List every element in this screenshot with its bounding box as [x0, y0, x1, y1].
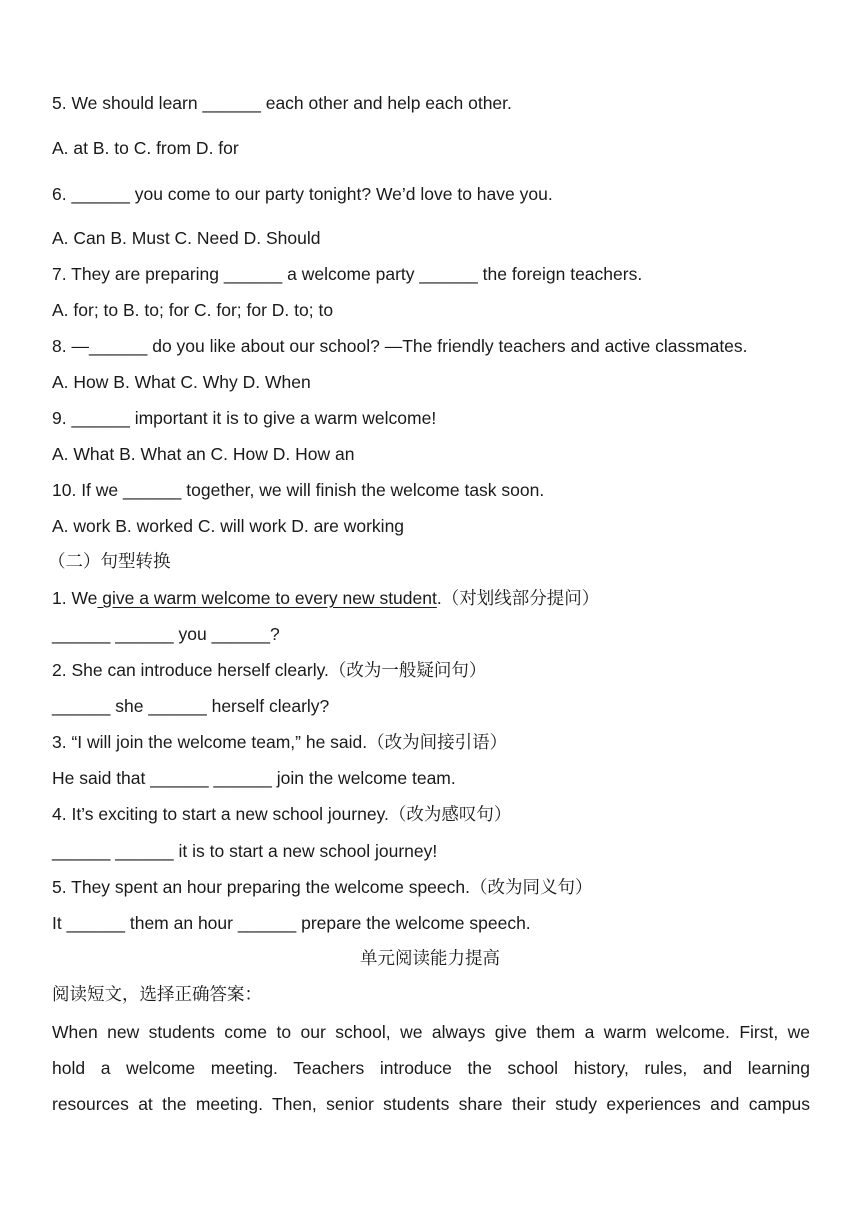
reading-passage [52, 1014, 810, 1122]
options-10: A. work B. worked C. will work D. are working [52, 516, 405, 536]
q1-underlined-part: give a warm welcome to every new student [97, 588, 437, 608]
options-5: A. at B. to C. from D. for [52, 138, 239, 158]
question-7: 7. They are preparing ______ a welcome party ______ the foreign teachers. [52, 264, 643, 284]
question-6: 6. ______ you come to our party tonight? We’d love to have you. [52, 184, 553, 204]
transform-answer-3: He said that ______ ______ join the welcome team. [52, 768, 456, 788]
options-8: A. How B. What C. Why D. When [52, 372, 311, 392]
transform-answer-1: ______ ______ you ______? [52, 624, 280, 644]
question-8: 8. —______ do you like about our school? —The friendly teachers and active classmates. [52, 336, 748, 356]
options-7: A. for; to B. to; for C. for; for D. to; to [52, 300, 334, 320]
transform-answer-4: ______ ______ it is to start a new school journey! [52, 841, 438, 861]
options-6: A. Can B. Must C. Need D. Should [52, 228, 321, 248]
transform-question-1 [52, 587, 599, 609]
section-heading: （二）句型转换 [48, 552, 171, 572]
question-10: 10. If we ______ together, we will finish the welcome task soon. [52, 480, 545, 500]
passage-line: hold a welcome meeting. Teachers introduce the school history, rules, and learning [52, 1058, 810, 1078]
reading-instruction: 阅读短文，选择正确答案： [52, 985, 262, 1005]
transform-answer-5: It ______ them an hour ______ prepare the welcome speech. [52, 913, 531, 933]
transform-question-2: 2. She can introduce herself clearly.（改为一般疑问句） [52, 660, 487, 680]
passage-line: When new students come to our school, we always give them a warm welcome. First, we [52, 1022, 810, 1042]
reading-title: 单元阅读能力提高 [360, 949, 500, 969]
transform-question-5: 5. They spent an hour preparing the welcome speech.（改为同义句） [52, 877, 593, 897]
transform-answer-2: ______ she ______ herself clearly? [52, 696, 330, 716]
passage-line: resources at the meeting. Then, senior students share their study experiences and campus [52, 1094, 810, 1114]
q1-prefix: 1. We [52, 588, 98, 608]
question-5: 5. We should learn ______ each other and help each other. [52, 93, 512, 113]
q1-suffix: .（对划线部分提问） [436, 588, 600, 608]
question-9: 9. ______ important it is to give a warm welcome! [52, 408, 437, 428]
transform-question-4: 4. It’s exciting to start a new school journey.（改为感叹句） [52, 804, 512, 824]
transform-question-3: 3. “I will join the welcome team,” he said.（改为间接引语） [52, 732, 508, 752]
options-9: A. What B. What an C. How D. How an [52, 444, 355, 464]
